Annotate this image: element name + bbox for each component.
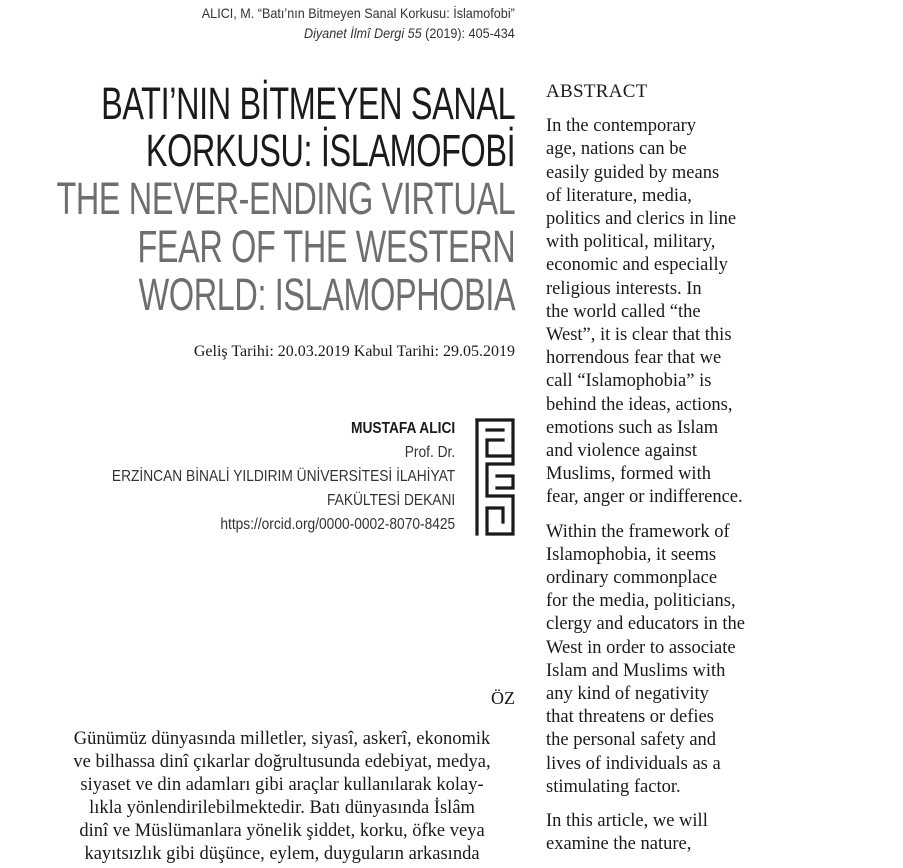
citation-line: ALICI, M. “Batı’nın Bitmeyen Sanal Korkusu: İslamofobi”	[201, 5, 515, 21]
abstract-line: lives of individuals as a	[546, 753, 721, 774]
abstract-line: Islam and Muslims with	[546, 660, 726, 681]
abstract-line: Muslims, formed with	[546, 464, 711, 485]
journal-name: Diyanet İlmî Dergi 55	[304, 25, 422, 41]
abstract-line: that threatens or defies	[546, 707, 714, 728]
oz-line: kayıtsızlık gibi düşünce, eylem, duyguların arkasında	[84, 844, 480, 864]
abstract-paragraph-2	[546, 521, 896, 799]
abstract-line: ordinary commonplace	[546, 568, 718, 589]
abstract-line: of literature, media,	[546, 185, 692, 206]
abstract-heading: ABSTRACT	[546, 81, 648, 102]
abstract-line: for the media, politicians,	[546, 591, 736, 612]
author-info	[112, 417, 455, 537]
meander-ornament-icon	[475, 418, 515, 536]
abstract-line: economic and especially	[546, 255, 728, 276]
journal-line	[202, 23, 515, 43]
title-english-line-3: WORLD: ISLAMOPHOBIA	[138, 269, 516, 320]
abstract-line: examine the nature,	[546, 834, 692, 855]
abstract-line: behind the ideas, actions,	[546, 394, 733, 415]
abstract-line: and violence against	[546, 441, 698, 462]
oz-paragraph	[48, 728, 516, 866]
abstract-line: West in order to associate	[546, 637, 736, 658]
title-english-line-2: FEAR OF THE WESTERN	[137, 221, 515, 272]
title-turkish-line-2: KORKUSU: İSLAMOFOBİ	[145, 125, 515, 176]
submission-dates: Geliş Tarihi: 20.03.2019 Kabul Tarihi: 29.05.2019	[193, 343, 515, 360]
abstract-line: Within the framework of	[546, 521, 730, 542]
oz-line: Günümüz dünyasında milletler, siyasî, askerî, ekonomik	[73, 729, 491, 749]
abstract-line: stimulating factor.	[546, 776, 681, 797]
abstract-line: In the contemporary	[546, 116, 696, 137]
oz-heading: ÖZ	[491, 688, 515, 708]
author-affiliation-line-2: FAKÜLTESİ DEKANI	[326, 492, 455, 509]
abstract-line: any kind of negativity	[546, 684, 709, 705]
abstract-line: In this article, we will	[546, 811, 708, 832]
author-name: MUSTAFA ALICI	[350, 420, 455, 437]
abstract-line: with political, military,	[546, 232, 716, 253]
abstract-line: the world called “the	[546, 301, 701, 322]
abstract-line: emotions such as Islam	[546, 417, 719, 438]
running-header	[202, 3, 515, 43]
title-turkish-line-1: BATI’NIN BİTMEYEN SANAL	[100, 78, 515, 129]
oz-line: siyaset ve din adamları gibi araçlar kullanılarak kolay-	[80, 775, 484, 795]
abstract-line: religious interests. In	[546, 278, 702, 299]
abstract-paragraph-3	[546, 810, 896, 856]
abstract-line: Islamophobia, it seems	[546, 544, 717, 565]
abstract-line: age, nations can be	[546, 139, 687, 160]
abstract-line: clergy and educators in the	[546, 614, 745, 635]
author-title: Prof. Dr.	[404, 444, 455, 461]
abstract-line: call “Islamophobia” is	[546, 371, 712, 392]
title-english-line-1: THE NEVER-ENDING VIRTUAL	[56, 173, 515, 224]
oz-line: ve bilhassa dinî çıkarlar doğrultusunda edebiyat, medya,	[73, 752, 491, 772]
abstract-paragraph-1	[546, 115, 896, 509]
abstract-line: West”, it is clear that this	[546, 325, 732, 346]
author-orcid-link[interactable]: https://orcid.org/0000-0002-8070-8425	[220, 516, 455, 533]
article-title	[56, 80, 515, 318]
oz-line: lıkla yönlendirilebilmektedir. Batı dünyasında İslâm	[89, 798, 475, 818]
oz-line: dinî ve Müslümanlara yönelik şiddet, korku, öfke veya	[79, 821, 485, 841]
abstract-line: horrendous fear that we	[546, 348, 722, 369]
abstract-line: the personal safety and	[546, 730, 717, 751]
abstract-column	[546, 80, 896, 868]
author-affiliation-line-1: ERZİNCAN BİNALİ YILDIRIM ÜNİVERSİTESİ İLAHİYAT	[111, 468, 455, 485]
abstract-line: easily guided by means	[546, 162, 720, 183]
journal-pages: (2019): 405-434	[421, 25, 515, 41]
abstract-line: politics and clerics in line	[546, 209, 737, 230]
abstract-line: fear, anger or indifference.	[546, 487, 743, 508]
